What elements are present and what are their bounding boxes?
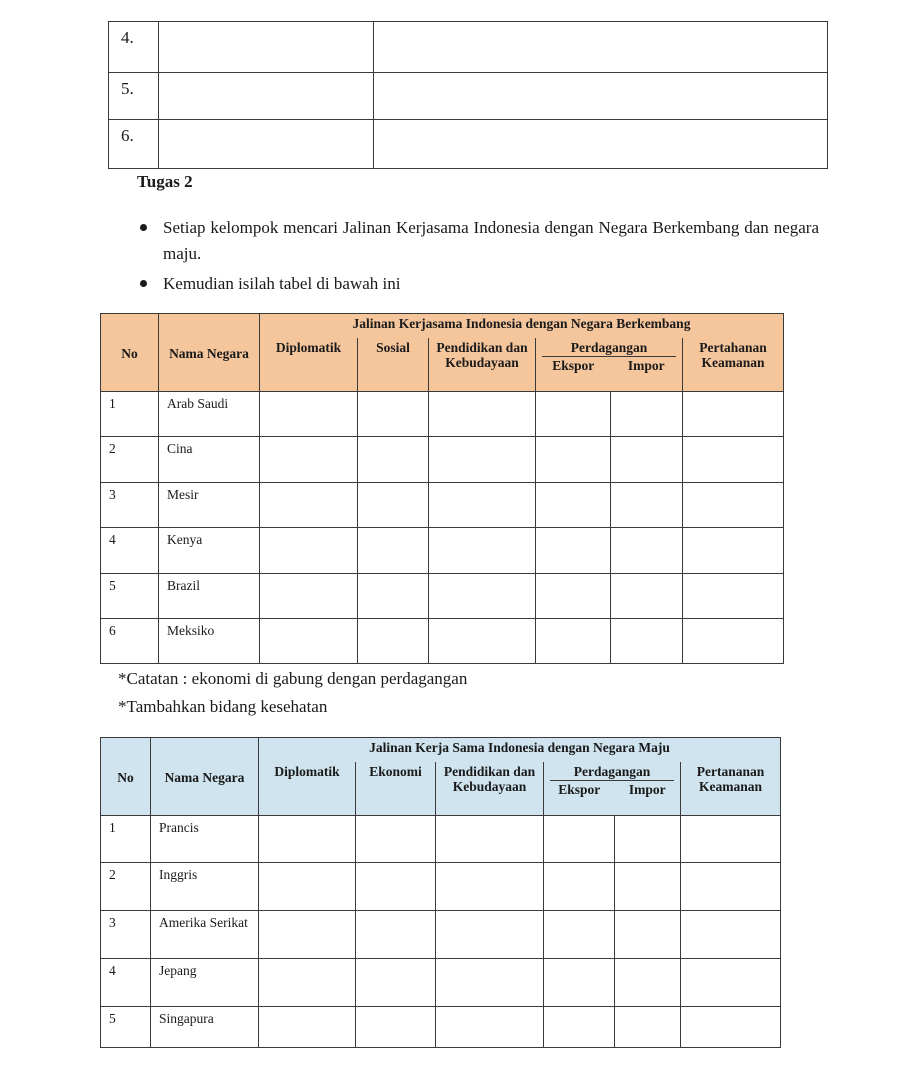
empty-cell[interactable]	[683, 619, 784, 664]
empty-cell[interactable]	[356, 959, 436, 1007]
table-row	[109, 73, 828, 120]
table-row	[101, 392, 784, 437]
developing-countries-table	[100, 313, 784, 664]
empty-cell[interactable]	[429, 392, 536, 437]
empty-cell[interactable]	[260, 528, 358, 574]
header-education: Pendidikan dan Kebudayaan	[436, 762, 544, 816]
empty-cell[interactable]	[358, 392, 429, 437]
country-name: Arab Saudi	[159, 392, 260, 437]
empty-cell[interactable]	[683, 528, 784, 574]
empty-cell[interactable]	[260, 483, 358, 528]
header-social: Sosial	[358, 338, 429, 392]
row-number: 2	[101, 863, 151, 911]
table-row	[101, 959, 781, 1007]
empty-cell[interactable]	[615, 911, 681, 959]
table-cell[interactable]	[159, 120, 374, 169]
table-cell[interactable]	[374, 22, 828, 73]
header-diplomatic: Diplomatik	[260, 338, 358, 392]
row-number: 4	[101, 959, 151, 1007]
empty-cell[interactable]	[681, 959, 781, 1007]
empty-cell[interactable]	[429, 574, 536, 619]
row-number: 1	[101, 392, 159, 437]
row-number: 5	[101, 574, 159, 619]
row-number: 1	[101, 816, 151, 863]
table-row	[109, 120, 828, 169]
empty-cell[interactable]	[611, 528, 683, 574]
empty-cell[interactable]	[536, 483, 611, 528]
row-number: 5	[101, 1007, 151, 1048]
empty-cell[interactable]	[611, 392, 683, 437]
table-row	[101, 816, 781, 863]
row-number: 4	[101, 528, 159, 574]
header-group: Jalinan Kerjasama Indonesia dengan Negara Berkembang	[260, 314, 784, 338]
empty-cell[interactable]	[259, 1007, 356, 1048]
empty-cell[interactable]	[611, 574, 683, 619]
empty-cell[interactable]	[259, 911, 356, 959]
empty-cell[interactable]	[544, 959, 615, 1007]
table-row	[101, 863, 781, 911]
empty-cell[interactable]	[259, 816, 356, 863]
empty-cell[interactable]	[683, 483, 784, 528]
instruction-text: Kemudian isilah tabel di bawah ini	[163, 274, 401, 293]
header-no: No	[101, 314, 159, 392]
note-economy: *Catatan : ekonomi di gabung dengan perdagangan	[118, 669, 468, 688]
instruction-text: Setiap kelompok mencari Jalinan Kerjasama Indonesia dengan Negara Berkembang dan negara maju.	[163, 218, 819, 263]
header-defense: Pertahanan Keamanan	[683, 338, 784, 392]
row-number: 6	[101, 619, 159, 664]
list-item	[137, 271, 819, 297]
header-group: Jalinan Kerja Sama Indonesia dengan Negara Maju	[259, 738, 781, 762]
country-name: Kenya	[159, 528, 260, 574]
empty-cell[interactable]	[615, 816, 681, 863]
row-number: 6.	[109, 120, 159, 169]
task-instructions	[137, 215, 819, 301]
empty-cell[interactable]	[683, 392, 784, 437]
country-name: Mesir	[159, 483, 260, 528]
header-trade	[536, 338, 683, 392]
country-name: Prancis	[151, 816, 259, 863]
empty-cell[interactable]	[544, 1007, 615, 1048]
empty-cell[interactable]	[681, 863, 781, 911]
table-row	[101, 911, 781, 959]
list-item	[137, 215, 819, 267]
empty-cell[interactable]	[356, 911, 436, 959]
empty-cell[interactable]	[611, 483, 683, 528]
country-name: Amerika Serikat	[151, 911, 259, 959]
table-cell[interactable]	[374, 120, 828, 169]
header-trade	[544, 762, 681, 816]
empty-cell[interactable]	[683, 574, 784, 619]
empty-cell[interactable]	[544, 863, 615, 911]
empty-cell[interactable]	[681, 1007, 781, 1048]
header-export: Ekspor	[558, 781, 601, 797]
country-name: Brazil	[159, 574, 260, 619]
empty-cell[interactable]	[536, 528, 611, 574]
bullet-icon	[140, 280, 147, 287]
table-cell[interactable]	[374, 73, 828, 120]
empty-cell[interactable]	[436, 1007, 544, 1048]
empty-cell[interactable]	[683, 437, 784, 483]
empty-cell[interactable]	[429, 528, 536, 574]
header-education: Pendidikan dan Kebudayaan	[429, 338, 536, 392]
header-country: Nama Negara	[151, 738, 259, 816]
empty-cell[interactable]	[358, 619, 429, 664]
empty-cell[interactable]	[260, 392, 358, 437]
note-health: *Tambahkan bidang kesehatan	[118, 697, 328, 716]
empty-cell[interactable]	[429, 437, 536, 483]
empty-cell[interactable]	[259, 863, 356, 911]
empty-cell[interactable]	[358, 528, 429, 574]
table-row	[101, 483, 784, 528]
empty-cell[interactable]	[436, 816, 544, 863]
row-number: 2	[101, 437, 159, 483]
empty-cell[interactable]	[615, 959, 681, 1007]
task-title: Tugas 2	[137, 172, 193, 191]
country-name: Meksiko	[159, 619, 260, 664]
header-defense: Pertananan Keamanan	[681, 762, 781, 816]
empty-cell[interactable]	[260, 619, 358, 664]
header-trade-label: Perdagangan	[550, 764, 674, 781]
header-diplomatic: Diplomatik	[259, 762, 356, 816]
empty-cell[interactable]	[436, 959, 544, 1007]
country-name: Singapura	[151, 1007, 259, 1048]
country-name: Jepang	[151, 959, 259, 1007]
header-import: Impor	[628, 781, 666, 797]
empty-cell[interactable]	[536, 437, 611, 483]
table-row	[101, 528, 784, 574]
developed-countries-table	[100, 737, 781, 1048]
empty-cell[interactable]	[681, 911, 781, 959]
empty-cell[interactable]	[358, 574, 429, 619]
table-row	[101, 437, 784, 483]
table-row	[109, 22, 828, 73]
empty-cell[interactable]	[536, 574, 611, 619]
header-economy: Ekonomi	[356, 762, 436, 816]
empty-cell[interactable]	[259, 959, 356, 1007]
table-row	[101, 1007, 781, 1048]
empty-cell[interactable]	[260, 574, 358, 619]
empty-cell[interactable]	[356, 816, 436, 863]
empty-cell[interactable]	[615, 863, 681, 911]
empty-cell[interactable]	[611, 619, 683, 664]
country-name: Inggris	[151, 863, 259, 911]
empty-cell[interactable]	[615, 1007, 681, 1048]
table-cell[interactable]	[159, 22, 374, 73]
empty-cell[interactable]	[356, 1007, 436, 1048]
empty-cell[interactable]	[429, 619, 536, 664]
empty-cell[interactable]	[544, 911, 615, 959]
row-number: 3	[101, 483, 159, 528]
header-export: Ekspor	[552, 357, 595, 373]
header-country: Nama Negara	[159, 314, 260, 392]
row-number: 3	[101, 911, 151, 959]
empty-cell[interactable]	[681, 816, 781, 863]
row-number: 4.	[109, 22, 159, 73]
table-row	[101, 619, 784, 664]
header-trade-label: Perdagangan	[542, 340, 676, 357]
header-no: No	[101, 738, 151, 816]
country-name: Cina	[159, 437, 260, 483]
empty-cell[interactable]	[260, 437, 358, 483]
table-cell[interactable]	[159, 73, 374, 120]
empty-cell[interactable]	[429, 483, 536, 528]
empty-cell[interactable]	[436, 863, 544, 911]
empty-cell[interactable]	[536, 392, 611, 437]
empty-cell[interactable]	[436, 911, 544, 959]
previous-task-table	[108, 21, 828, 169]
header-import: Impor	[627, 357, 665, 373]
bullet-icon	[140, 224, 147, 231]
empty-cell[interactable]	[536, 619, 611, 664]
empty-cell[interactable]	[356, 863, 436, 911]
empty-cell[interactable]	[358, 437, 429, 483]
empty-cell[interactable]	[611, 437, 683, 483]
empty-cell[interactable]	[358, 483, 429, 528]
table-row	[101, 574, 784, 619]
row-number: 5.	[109, 73, 159, 120]
empty-cell[interactable]	[544, 816, 615, 863]
